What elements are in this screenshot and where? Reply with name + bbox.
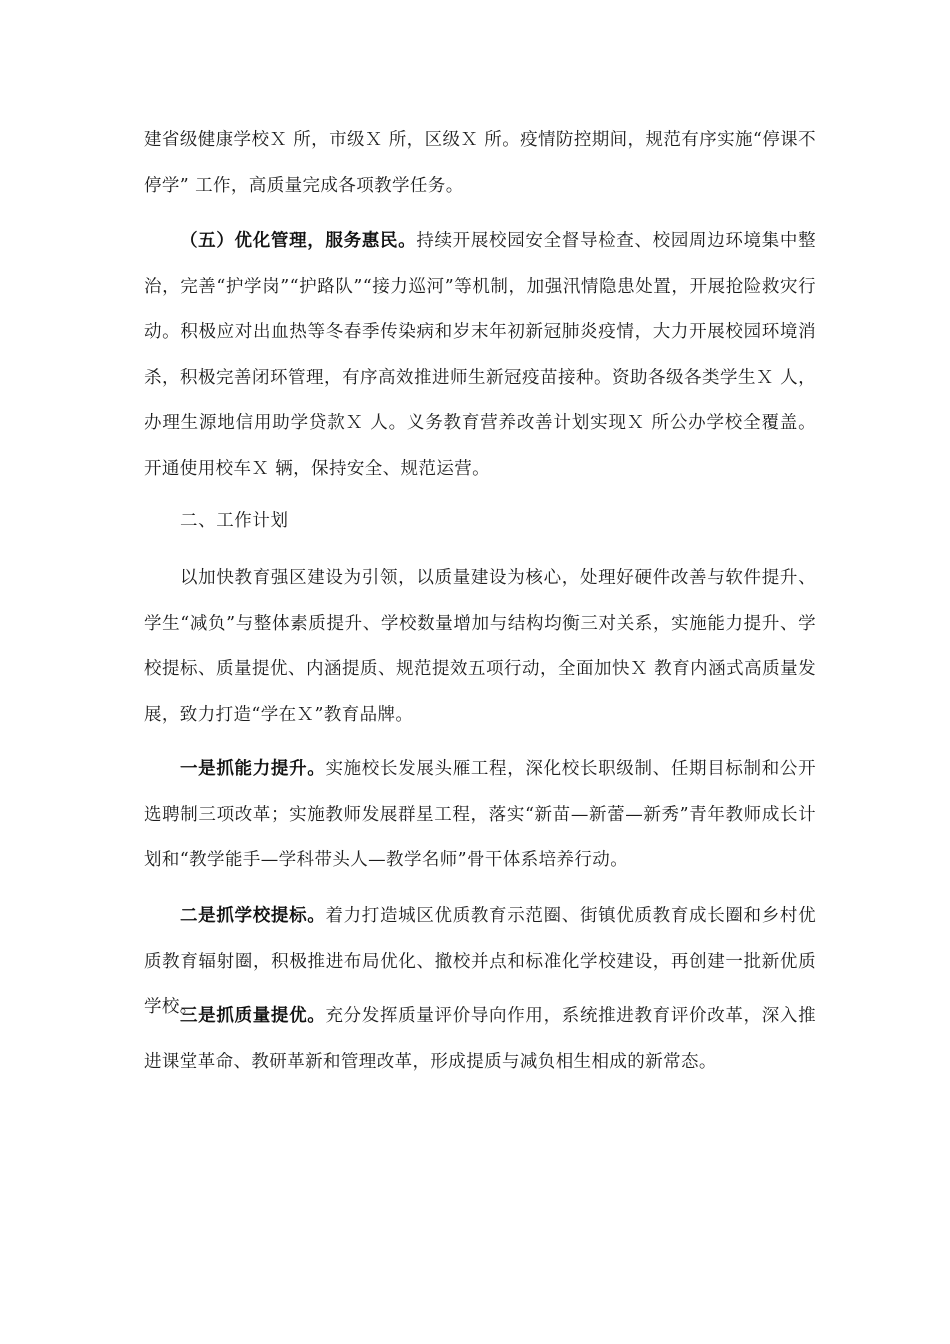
paragraph-2-lead: （五）优化管理，服务惠民。 [180,231,417,251]
paragraph-4-text: 实施校长发展头雁工程，深化校长职级制、任期目标制和公开选聘制三项改革；实施教师发展群星工程，落实“新苗—新蕾—新秀”青年教师成长计划和“教学能手—学科带头人—教学名师”骨干体系培养行动。 [144,759,816,870]
paragraph-1 [144,118,816,209]
paragraph-6-text: 充分发挥质量评价导向作用，系统推进教育评价改革，深入推进课堂革命、教研革新和管理改革，形成提质与减负相生相成的新常态。 [144,1006,816,1072]
paragraph-1-text: 建省级健康学校Ｘ 所，市级Ｘ 所，区级Ｘ 所。疫情防控期间，规范有序实施“停课不停学” 工作，高质量完成各项教学任务。 [144,130,816,196]
paragraph-4 [144,747,816,884]
paragraph-5-lead: 二是抓学校提标。 [180,906,326,926]
paragraph-6-lead: 三是抓质量提优。 [180,1006,326,1026]
paragraph-4-lead: 一是抓能力提升。 [180,759,326,779]
paragraph-3-text: 以加快教育强区建设为引领，以质量建设为核心，处理好硬件改善与软件提升、学生“减负”与整体素质提升、学校数量增加与结构均衡三对关系，实施能力提升、学校提标、质量提优、内涵提质、规范提效五项行动，全面加快Ｘ 教育内涵式高质量发展，致力打造“学在Ｘ”教育品牌。 [144,568,816,725]
section-heading: 二、工作计划 [180,511,289,531]
paragraph-2 [144,219,816,492]
paragraph-5-text: 着力打造城区优质教育示范圈、街镇优质教育成长圈和乡村优质教育辐射圈，积极推进布局优化、撤校并点和标准化学校建设，再创建一批新优质学校。 [144,906,816,1017]
paragraph-2-text: 持续开展校园安全督导检查、校园周边环境集中整治，完善“护学岗”“护路队”“接力巡河”等机制，加强汛情隐患处置，开展抢险救灾行动。积极应对出血热等冬春季传染病和岁末年初新冠肺炎疫情，大力开展校园环境消杀，积极完善闭环管理，有序高效推进师生新冠疫苗接种。资助各级各类学生Ｘ 人，办理生源地信用助学贷款Ｘ 人。义务教育营养改善计划实现Ｘ 所公办学校全覆盖。开通使用校车Ｘ 辆，保持安全、规范运营。 [144,231,816,479]
paragraph-6 [144,994,816,1085]
paragraph-3 [144,556,816,738]
